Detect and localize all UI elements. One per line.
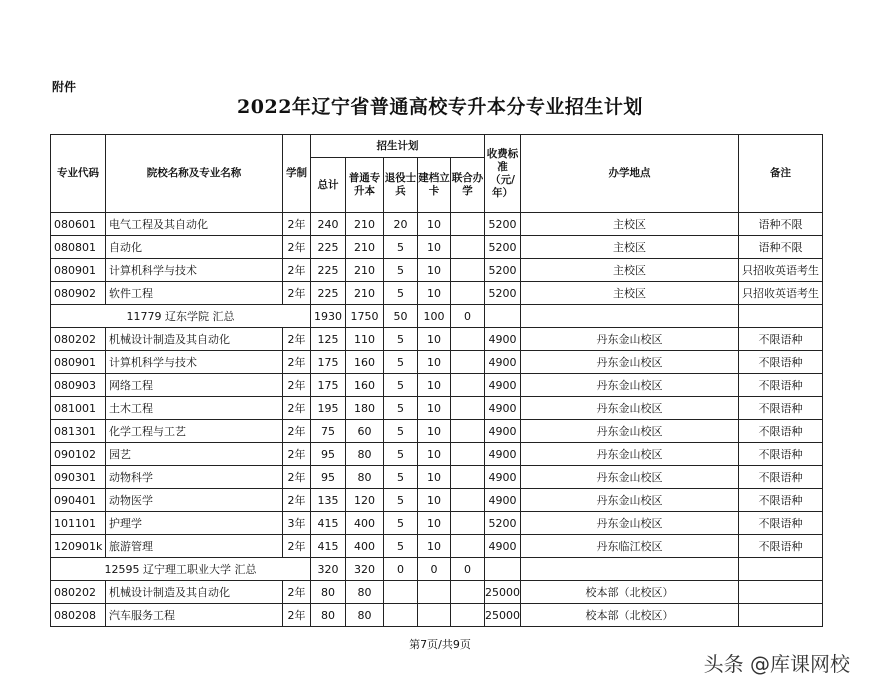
years-cell: 2年 bbox=[283, 466, 311, 489]
joint-cell: 0 bbox=[451, 305, 485, 328]
fee-cell: 4900 bbox=[485, 535, 521, 558]
code-cell: 080901 bbox=[51, 351, 106, 374]
location-cell: 主校区 bbox=[521, 213, 739, 236]
table-row bbox=[51, 282, 823, 305]
name-cell: 护理学 bbox=[106, 512, 283, 535]
header-location: 办学地点 bbox=[521, 135, 739, 213]
veteran-cell: 5 bbox=[384, 489, 418, 512]
joint-cell bbox=[451, 420, 485, 443]
name-cell: 网络工程 bbox=[106, 374, 283, 397]
code-cell: 080901 bbox=[51, 259, 106, 282]
fee-cell: 4900 bbox=[485, 489, 521, 512]
fee-cell bbox=[485, 305, 521, 328]
fee-cell: 4900 bbox=[485, 397, 521, 420]
fee-cell: 4900 bbox=[485, 351, 521, 374]
location-cell: 主校区 bbox=[521, 236, 739, 259]
location-cell: 丹东金山校区 bbox=[521, 374, 739, 397]
years-cell: 2年 bbox=[283, 282, 311, 305]
poverty-cell: 10 bbox=[418, 236, 451, 259]
joint-cell bbox=[451, 397, 485, 420]
summary-row bbox=[51, 558, 823, 581]
years-cell: 2年 bbox=[283, 397, 311, 420]
name-cell: 机械设计制造及其自动化 bbox=[106, 328, 283, 351]
years-cell: 2年 bbox=[283, 489, 311, 512]
veteran-cell: 5 bbox=[384, 466, 418, 489]
veteran-cell: 5 bbox=[384, 351, 418, 374]
header-years: 学制 bbox=[283, 135, 311, 213]
code-cell: 080202 bbox=[51, 581, 106, 604]
code-cell: 101101 bbox=[51, 512, 106, 535]
poverty-cell: 10 bbox=[418, 328, 451, 351]
veteran-cell: 5 bbox=[384, 443, 418, 466]
years-cell: 2年 bbox=[283, 420, 311, 443]
name-cell: 动物科学 bbox=[106, 466, 283, 489]
joint-cell bbox=[451, 512, 485, 535]
regular-cell: 210 bbox=[346, 282, 384, 305]
poverty-cell: 10 bbox=[418, 213, 451, 236]
total-cell: 415 bbox=[311, 535, 346, 558]
joint-cell: 0 bbox=[451, 558, 485, 581]
veteran-cell: 5 bbox=[384, 397, 418, 420]
regular-cell: 160 bbox=[346, 351, 384, 374]
remark-cell: 不限语种 bbox=[739, 512, 823, 535]
regular-cell: 210 bbox=[346, 213, 384, 236]
remark-cell: 只招收英语考生 bbox=[739, 259, 823, 282]
name-cell: 软件工程 bbox=[106, 282, 283, 305]
years-cell: 2年 bbox=[283, 259, 311, 282]
total-cell: 125 bbox=[311, 328, 346, 351]
years-cell: 2年 bbox=[283, 535, 311, 558]
remark-cell: 语种不限 bbox=[739, 236, 823, 259]
veteran-cell: 0 bbox=[384, 558, 418, 581]
years-cell: 2年 bbox=[283, 604, 311, 627]
remark-cell: 语种不限 bbox=[739, 213, 823, 236]
header-plan: 招生计划 bbox=[311, 135, 485, 158]
fee-cell: 4900 bbox=[485, 420, 521, 443]
years-cell: 2年 bbox=[283, 443, 311, 466]
veteran-cell: 5 bbox=[384, 512, 418, 535]
location-cell bbox=[521, 558, 739, 581]
table-row bbox=[51, 443, 823, 466]
header-remark: 备注 bbox=[739, 135, 823, 213]
code-cell: 080208 bbox=[51, 604, 106, 627]
fee-cell: 4900 bbox=[485, 466, 521, 489]
regular-cell: 160 bbox=[346, 374, 384, 397]
joint-cell bbox=[451, 489, 485, 512]
attachment-label: 附件 bbox=[52, 80, 77, 94]
veteran-cell: 20 bbox=[384, 213, 418, 236]
table-row bbox=[51, 259, 823, 282]
joint-cell bbox=[451, 213, 485, 236]
location-cell: 丹东金山校区 bbox=[521, 420, 739, 443]
name-cell: 计算机科学与技术 bbox=[106, 351, 283, 374]
poverty-cell: 10 bbox=[418, 466, 451, 489]
code-cell: 090301 bbox=[51, 466, 106, 489]
regular-cell: 180 bbox=[346, 397, 384, 420]
header-fee: 收费标准（元/年） bbox=[485, 135, 521, 213]
fee-cell: 4900 bbox=[485, 443, 521, 466]
summary-row bbox=[51, 305, 823, 328]
remark-cell: 不限语种 bbox=[739, 328, 823, 351]
remark-cell bbox=[739, 305, 823, 328]
summary-name-cell: 12595 辽宁理工职业大学 汇总 bbox=[51, 558, 311, 581]
table-row bbox=[51, 397, 823, 420]
header-veteran: 退役士兵 bbox=[384, 158, 418, 213]
poverty-cell: 100 bbox=[418, 305, 451, 328]
poverty-cell: 10 bbox=[418, 282, 451, 305]
fee-cell: 25000 bbox=[485, 604, 521, 627]
remark-cell: 不限语种 bbox=[739, 420, 823, 443]
location-cell: 丹东金山校区 bbox=[521, 443, 739, 466]
location-cell: 丹东金山校区 bbox=[521, 466, 739, 489]
name-cell: 机械设计制造及其自动化 bbox=[106, 581, 283, 604]
code-cell: 080903 bbox=[51, 374, 106, 397]
fee-cell bbox=[485, 558, 521, 581]
code-cell: 081301 bbox=[51, 420, 106, 443]
veteran-cell: 5 bbox=[384, 236, 418, 259]
fee-cell: 5200 bbox=[485, 213, 521, 236]
table-row bbox=[51, 512, 823, 535]
total-cell: 95 bbox=[311, 466, 346, 489]
fee-cell: 25000 bbox=[485, 581, 521, 604]
poverty-cell: 0 bbox=[418, 558, 451, 581]
joint-cell bbox=[451, 259, 485, 282]
name-cell: 旅游管理 bbox=[106, 535, 283, 558]
table-row bbox=[51, 581, 823, 604]
regular-cell: 80 bbox=[346, 581, 384, 604]
poverty-cell: 10 bbox=[418, 489, 451, 512]
regular-cell: 400 bbox=[346, 535, 384, 558]
location-cell: 校本部（北校区） bbox=[521, 604, 739, 627]
joint-cell bbox=[451, 282, 485, 305]
poverty-cell bbox=[418, 604, 451, 627]
remark-cell: 不限语种 bbox=[739, 489, 823, 512]
regular-cell: 60 bbox=[346, 420, 384, 443]
watermark: 头条 @库课网校 bbox=[703, 652, 850, 676]
joint-cell bbox=[451, 466, 485, 489]
name-cell: 计算机科学与技术 bbox=[106, 259, 283, 282]
remark-cell: 不限语种 bbox=[739, 374, 823, 397]
remark-cell: 不限语种 bbox=[739, 351, 823, 374]
total-cell: 95 bbox=[311, 443, 346, 466]
regular-cell: 110 bbox=[346, 328, 384, 351]
fee-cell: 5200 bbox=[485, 236, 521, 259]
code-cell: 090401 bbox=[51, 489, 106, 512]
joint-cell bbox=[451, 604, 485, 627]
table-row bbox=[51, 374, 823, 397]
total-cell: 175 bbox=[311, 351, 346, 374]
veteran-cell: 50 bbox=[384, 305, 418, 328]
veteran-cell bbox=[384, 581, 418, 604]
remark-cell: 不限语种 bbox=[739, 466, 823, 489]
total-cell: 225 bbox=[311, 282, 346, 305]
remark-cell: 只招收英语考生 bbox=[739, 282, 823, 305]
total-cell: 415 bbox=[311, 512, 346, 535]
joint-cell bbox=[451, 351, 485, 374]
joint-cell bbox=[451, 236, 485, 259]
fee-cell: 4900 bbox=[485, 328, 521, 351]
total-cell: 135 bbox=[311, 489, 346, 512]
location-cell: 丹东金山校区 bbox=[521, 351, 739, 374]
total-cell: 175 bbox=[311, 374, 346, 397]
location-cell bbox=[521, 305, 739, 328]
fee-cell: 4900 bbox=[485, 374, 521, 397]
remark-cell: 不限语种 bbox=[739, 397, 823, 420]
location-cell: 丹东金山校区 bbox=[521, 489, 739, 512]
remark-cell bbox=[739, 604, 823, 627]
table-body bbox=[51, 213, 823, 627]
regular-cell: 80 bbox=[346, 604, 384, 627]
code-cell: 120901k bbox=[51, 535, 106, 558]
regular-cell: 210 bbox=[346, 236, 384, 259]
poverty-cell: 10 bbox=[418, 535, 451, 558]
years-cell: 2年 bbox=[283, 374, 311, 397]
table-row bbox=[51, 328, 823, 351]
poverty-cell: 10 bbox=[418, 420, 451, 443]
total-cell: 1930 bbox=[311, 305, 346, 328]
table-row bbox=[51, 213, 823, 236]
code-cell: 081001 bbox=[51, 397, 106, 420]
total-cell: 225 bbox=[311, 259, 346, 282]
header-regular: 普通专升本 bbox=[346, 158, 384, 213]
name-cell: 园艺 bbox=[106, 443, 283, 466]
veteran-cell: 5 bbox=[384, 420, 418, 443]
location-cell: 主校区 bbox=[521, 259, 739, 282]
remark-cell bbox=[739, 581, 823, 604]
remark-cell: 不限语种 bbox=[739, 535, 823, 558]
table-row bbox=[51, 535, 823, 558]
total-cell: 75 bbox=[311, 420, 346, 443]
header-poverty: 建档立卡 bbox=[418, 158, 451, 213]
veteran-cell bbox=[384, 604, 418, 627]
total-cell: 320 bbox=[311, 558, 346, 581]
veteran-cell: 5 bbox=[384, 282, 418, 305]
poverty-cell: 10 bbox=[418, 351, 451, 374]
code-cell: 080902 bbox=[51, 282, 106, 305]
header-code: 专业代码 bbox=[51, 135, 106, 213]
joint-cell bbox=[451, 374, 485, 397]
table-row bbox=[51, 489, 823, 512]
code-cell: 090102 bbox=[51, 443, 106, 466]
summary-name-cell: 11779 辽东学院 汇总 bbox=[51, 305, 311, 328]
table-row bbox=[51, 466, 823, 489]
veteran-cell: 5 bbox=[384, 328, 418, 351]
name-cell: 动物医学 bbox=[106, 489, 283, 512]
location-cell: 丹东金山校区 bbox=[521, 328, 739, 351]
joint-cell bbox=[451, 443, 485, 466]
years-cell: 3年 bbox=[283, 512, 311, 535]
name-cell: 电气工程及其自动化 bbox=[106, 213, 283, 236]
poverty-cell: 10 bbox=[418, 374, 451, 397]
table-row bbox=[51, 351, 823, 374]
total-cell: 240 bbox=[311, 213, 346, 236]
header-joint: 联合办学 bbox=[451, 158, 485, 213]
poverty-cell bbox=[418, 581, 451, 604]
poverty-cell: 10 bbox=[418, 443, 451, 466]
veteran-cell: 5 bbox=[384, 535, 418, 558]
poverty-cell: 10 bbox=[418, 259, 451, 282]
veteran-cell: 5 bbox=[384, 374, 418, 397]
regular-cell: 400 bbox=[346, 512, 384, 535]
poverty-cell: 10 bbox=[418, 397, 451, 420]
years-cell: 2年 bbox=[283, 236, 311, 259]
remark-cell: 不限语种 bbox=[739, 443, 823, 466]
table-row bbox=[51, 236, 823, 259]
code-cell: 080801 bbox=[51, 236, 106, 259]
location-cell: 校本部（北校区） bbox=[521, 581, 739, 604]
joint-cell bbox=[451, 328, 485, 351]
regular-cell: 210 bbox=[346, 259, 384, 282]
joint-cell bbox=[451, 581, 485, 604]
name-cell: 汽车服务工程 bbox=[106, 604, 283, 627]
joint-cell bbox=[451, 535, 485, 558]
location-cell: 主校区 bbox=[521, 282, 739, 305]
poverty-cell: 10 bbox=[418, 512, 451, 535]
location-cell: 丹东金山校区 bbox=[521, 512, 739, 535]
location-cell: 丹东临江校区 bbox=[521, 535, 739, 558]
regular-cell: 320 bbox=[346, 558, 384, 581]
years-cell: 2年 bbox=[283, 213, 311, 236]
header-total: 总计 bbox=[311, 158, 346, 213]
regular-cell: 1750 bbox=[346, 305, 384, 328]
name-cell: 化学工程与工艺 bbox=[106, 420, 283, 443]
code-cell: 080202 bbox=[51, 328, 106, 351]
table-row bbox=[51, 420, 823, 443]
page-footer: 第7页/共9页 bbox=[409, 638, 471, 651]
name-cell: 自动化 bbox=[106, 236, 283, 259]
header-name: 院校名称及专业名称 bbox=[106, 135, 283, 213]
name-cell: 土木工程 bbox=[106, 397, 283, 420]
total-cell: 80 bbox=[311, 604, 346, 627]
remark-cell bbox=[739, 558, 823, 581]
years-cell: 2年 bbox=[283, 351, 311, 374]
fee-cell: 5200 bbox=[485, 282, 521, 305]
fee-cell: 5200 bbox=[485, 512, 521, 535]
regular-cell: 120 bbox=[346, 489, 384, 512]
code-cell: 080601 bbox=[51, 213, 106, 236]
regular-cell: 80 bbox=[346, 466, 384, 489]
enrollment-plan-table bbox=[50, 134, 823, 627]
fee-cell: 5200 bbox=[485, 259, 521, 282]
regular-cell: 80 bbox=[346, 443, 384, 466]
document-title: 2022年辽宁省普通高校专升本分专业招生计划 bbox=[237, 96, 643, 118]
table-row bbox=[51, 604, 823, 627]
years-cell: 2年 bbox=[283, 581, 311, 604]
years-cell: 2年 bbox=[283, 328, 311, 351]
total-cell: 225 bbox=[311, 236, 346, 259]
total-cell: 195 bbox=[311, 397, 346, 420]
total-cell: 80 bbox=[311, 581, 346, 604]
veteran-cell: 5 bbox=[384, 259, 418, 282]
location-cell: 丹东金山校区 bbox=[521, 397, 739, 420]
